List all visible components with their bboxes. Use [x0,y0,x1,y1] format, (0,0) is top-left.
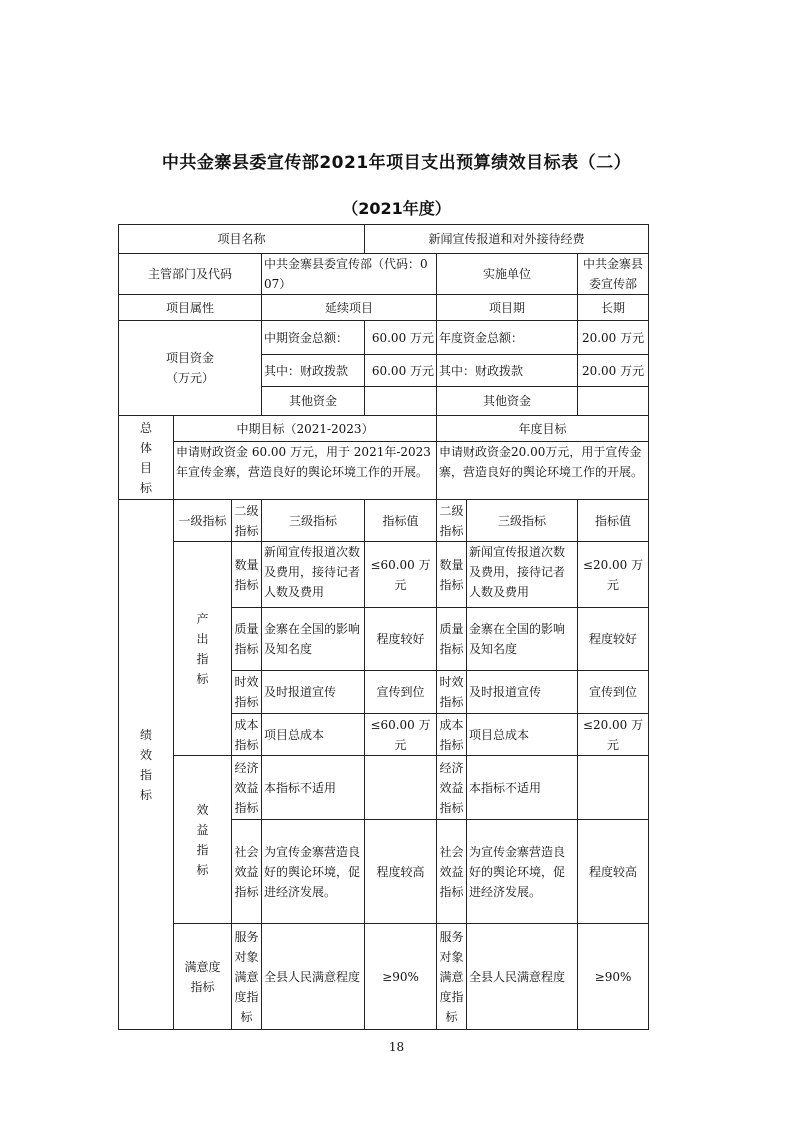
mid-total-value: 60.00 万元 [365,321,437,355]
table-row [119,924,649,1030]
level3-cell: 全县人民满意程度 [262,924,365,1030]
annual-goal-header: 年度目标 [437,416,649,442]
level2-cell-annual: 质量指标 [437,608,467,671]
satisfaction-indicator-label: 满意度 指标 [174,924,232,1030]
mid-goal-text: 申请财政资金 60.00 万元，用于 2021年-2023年宣传金寨，营造良好的舆论环境工作的开展。 [174,442,437,500]
benefit-indicator-label: 效 益 指 标 [174,756,232,924]
level2-cell: 时效指标 [232,671,262,714]
value-header: 指标值 [365,500,437,542]
annual-goal-text: 申请财政资金20.00万元，用于宣传金寨，营造良好的舆论环境工作的开展。 [437,442,649,500]
attribute-value: 延续项目 [262,295,437,321]
level2-cell: 成本指标 [232,714,262,756]
level3-cell-annual: 及时报道宣传 [467,671,578,714]
value-cell: 程度较好 [365,608,437,671]
level2-cell-annual: 数量指标 [437,542,467,608]
mid-other-value [365,387,437,416]
level3-cell-annual: 项目总成本 [467,714,578,756]
department-label: 主管部门及代码 [119,254,262,295]
level2-cell: 服务对象满意度指标 [232,924,262,1030]
period-label: 项目期 [437,295,578,321]
mid-other-label: 其他资金 [262,387,365,416]
implementing-unit-label: 实施单位 [437,254,578,295]
project-name-row [119,225,649,254]
document-subtitle: （2021年度） [342,199,451,218]
table-row [119,542,649,608]
mid-total-label: 中期资金总额： [262,321,365,355]
output-indicator-label: 产 出 指 标 [174,542,232,756]
value-cell: ≥90% [365,924,437,1030]
level3-header: 三级指标 [262,500,365,542]
value-cell [365,756,437,820]
level2-cell-annual: 时效指标 [437,671,467,714]
mid-fiscal-value: 60.00 万元 [365,355,437,387]
level2-cell: 社会效益指标 [232,820,262,924]
level3-cell-annual: 为宣传金寨营造良好的舆论环境，促进经济发展。 [467,820,578,924]
funds-label: 项目资金 （万元） [119,321,262,416]
value-cell-annual: ≥90% [578,924,649,1030]
document-title: 中共金寨县委宣传部2021年项目支出预算绩效目标表（二） [161,153,632,173]
level2-cell: 经济效益指标 [232,756,262,820]
project-name-label: 项目名称 [119,225,365,254]
level3-cell-annual: 全县人民满意程度 [467,924,578,1030]
page-number: 18 [388,1040,405,1054]
value-cell-annual: ≤20.00 万元 [578,714,649,756]
level3-cell-annual: 新闻宣传报道次数及费用，接待记者人数及费用 [467,542,578,608]
annual-other-value [578,387,649,416]
mid-goal-header: 中期目标（2021-2023） [174,416,437,442]
attribute-label: 项目属性 [119,295,262,321]
level3-cell-annual: 本指标不适用 [467,756,578,820]
performance-table [118,224,649,1030]
level2-cell-annual: 服务对象满意度指标 [437,924,467,1030]
level2-header: 二级指标 [232,500,262,542]
indicator-header-row [119,500,649,542]
value-cell: 程度较高 [365,820,437,924]
annual-other-label: 其他资金 [437,387,578,416]
level3-cell: 新闻宣传报道次数及费用，接待记者人数及费用 [262,542,365,608]
level2-cell-annual: 社会效益指标 [437,820,467,924]
value-cell-annual: ≤20.00 万元 [578,542,649,608]
project-name-value: 新闻宣传报道和对外接待经费 [365,225,649,254]
value-cell-annual [578,756,649,820]
value-cell-annual: 程度较好 [578,608,649,671]
value-header-annual: 指标值 [578,500,649,542]
level3-header-annual: 三级指标 [467,500,578,542]
funds-row-total [119,321,649,355]
department-value: 中共金寨县委宣传部（代码：007） [262,254,437,295]
level2-cell-annual: 经济效益指标 [437,756,467,820]
level3-cell-annual: 金寨在全国的影响及知名度 [467,608,578,671]
goals-header-row [119,416,649,442]
department-row [119,254,649,295]
value-cell-annual: 程度较高 [578,820,649,924]
table-row [119,756,649,820]
annual-fiscal-value: 20.00 万元 [578,355,649,387]
level3-cell: 为宣传金寨营造良好的舆论环境，促进经济发展。 [262,820,365,924]
annual-fiscal-label: 其中：财政拨款 [437,355,578,387]
level3-cell: 项目总成本 [262,714,365,756]
annual-total-value: 20.00 万元 [578,321,649,355]
level3-cell: 本指标不适用 [262,756,365,820]
level2-header-annual: 二级指标 [437,500,467,542]
overall-goal-label: 总 体 目 标 [119,416,174,500]
attribute-row [119,295,649,321]
value-cell-annual: 宣传到位 [578,671,649,714]
level2-cell-annual: 成本指标 [437,714,467,756]
mid-fiscal-label: 其中：财政拨款 [262,355,365,387]
value-cell: ≤60.00 万元 [365,542,437,608]
annual-total-label: 年度资金总额： [437,321,578,355]
level3-cell: 金寨在全国的影响及知名度 [262,608,365,671]
implementing-unit-value: 中共金寨县委宣传部 [578,254,649,295]
level1-header: 一级指标 [174,500,232,542]
period-value: 长期 [578,295,649,321]
goals-text-row [119,442,649,500]
value-cell: 宣传到位 [365,671,437,714]
level3-cell: 及时报道宣传 [262,671,365,714]
performance-indicator-label: 绩 效 指 标 [119,500,174,1030]
level2-cell: 数量指标 [232,542,262,608]
level2-cell: 质量指标 [232,608,262,671]
value-cell: ≤60.00 万元 [365,714,437,756]
